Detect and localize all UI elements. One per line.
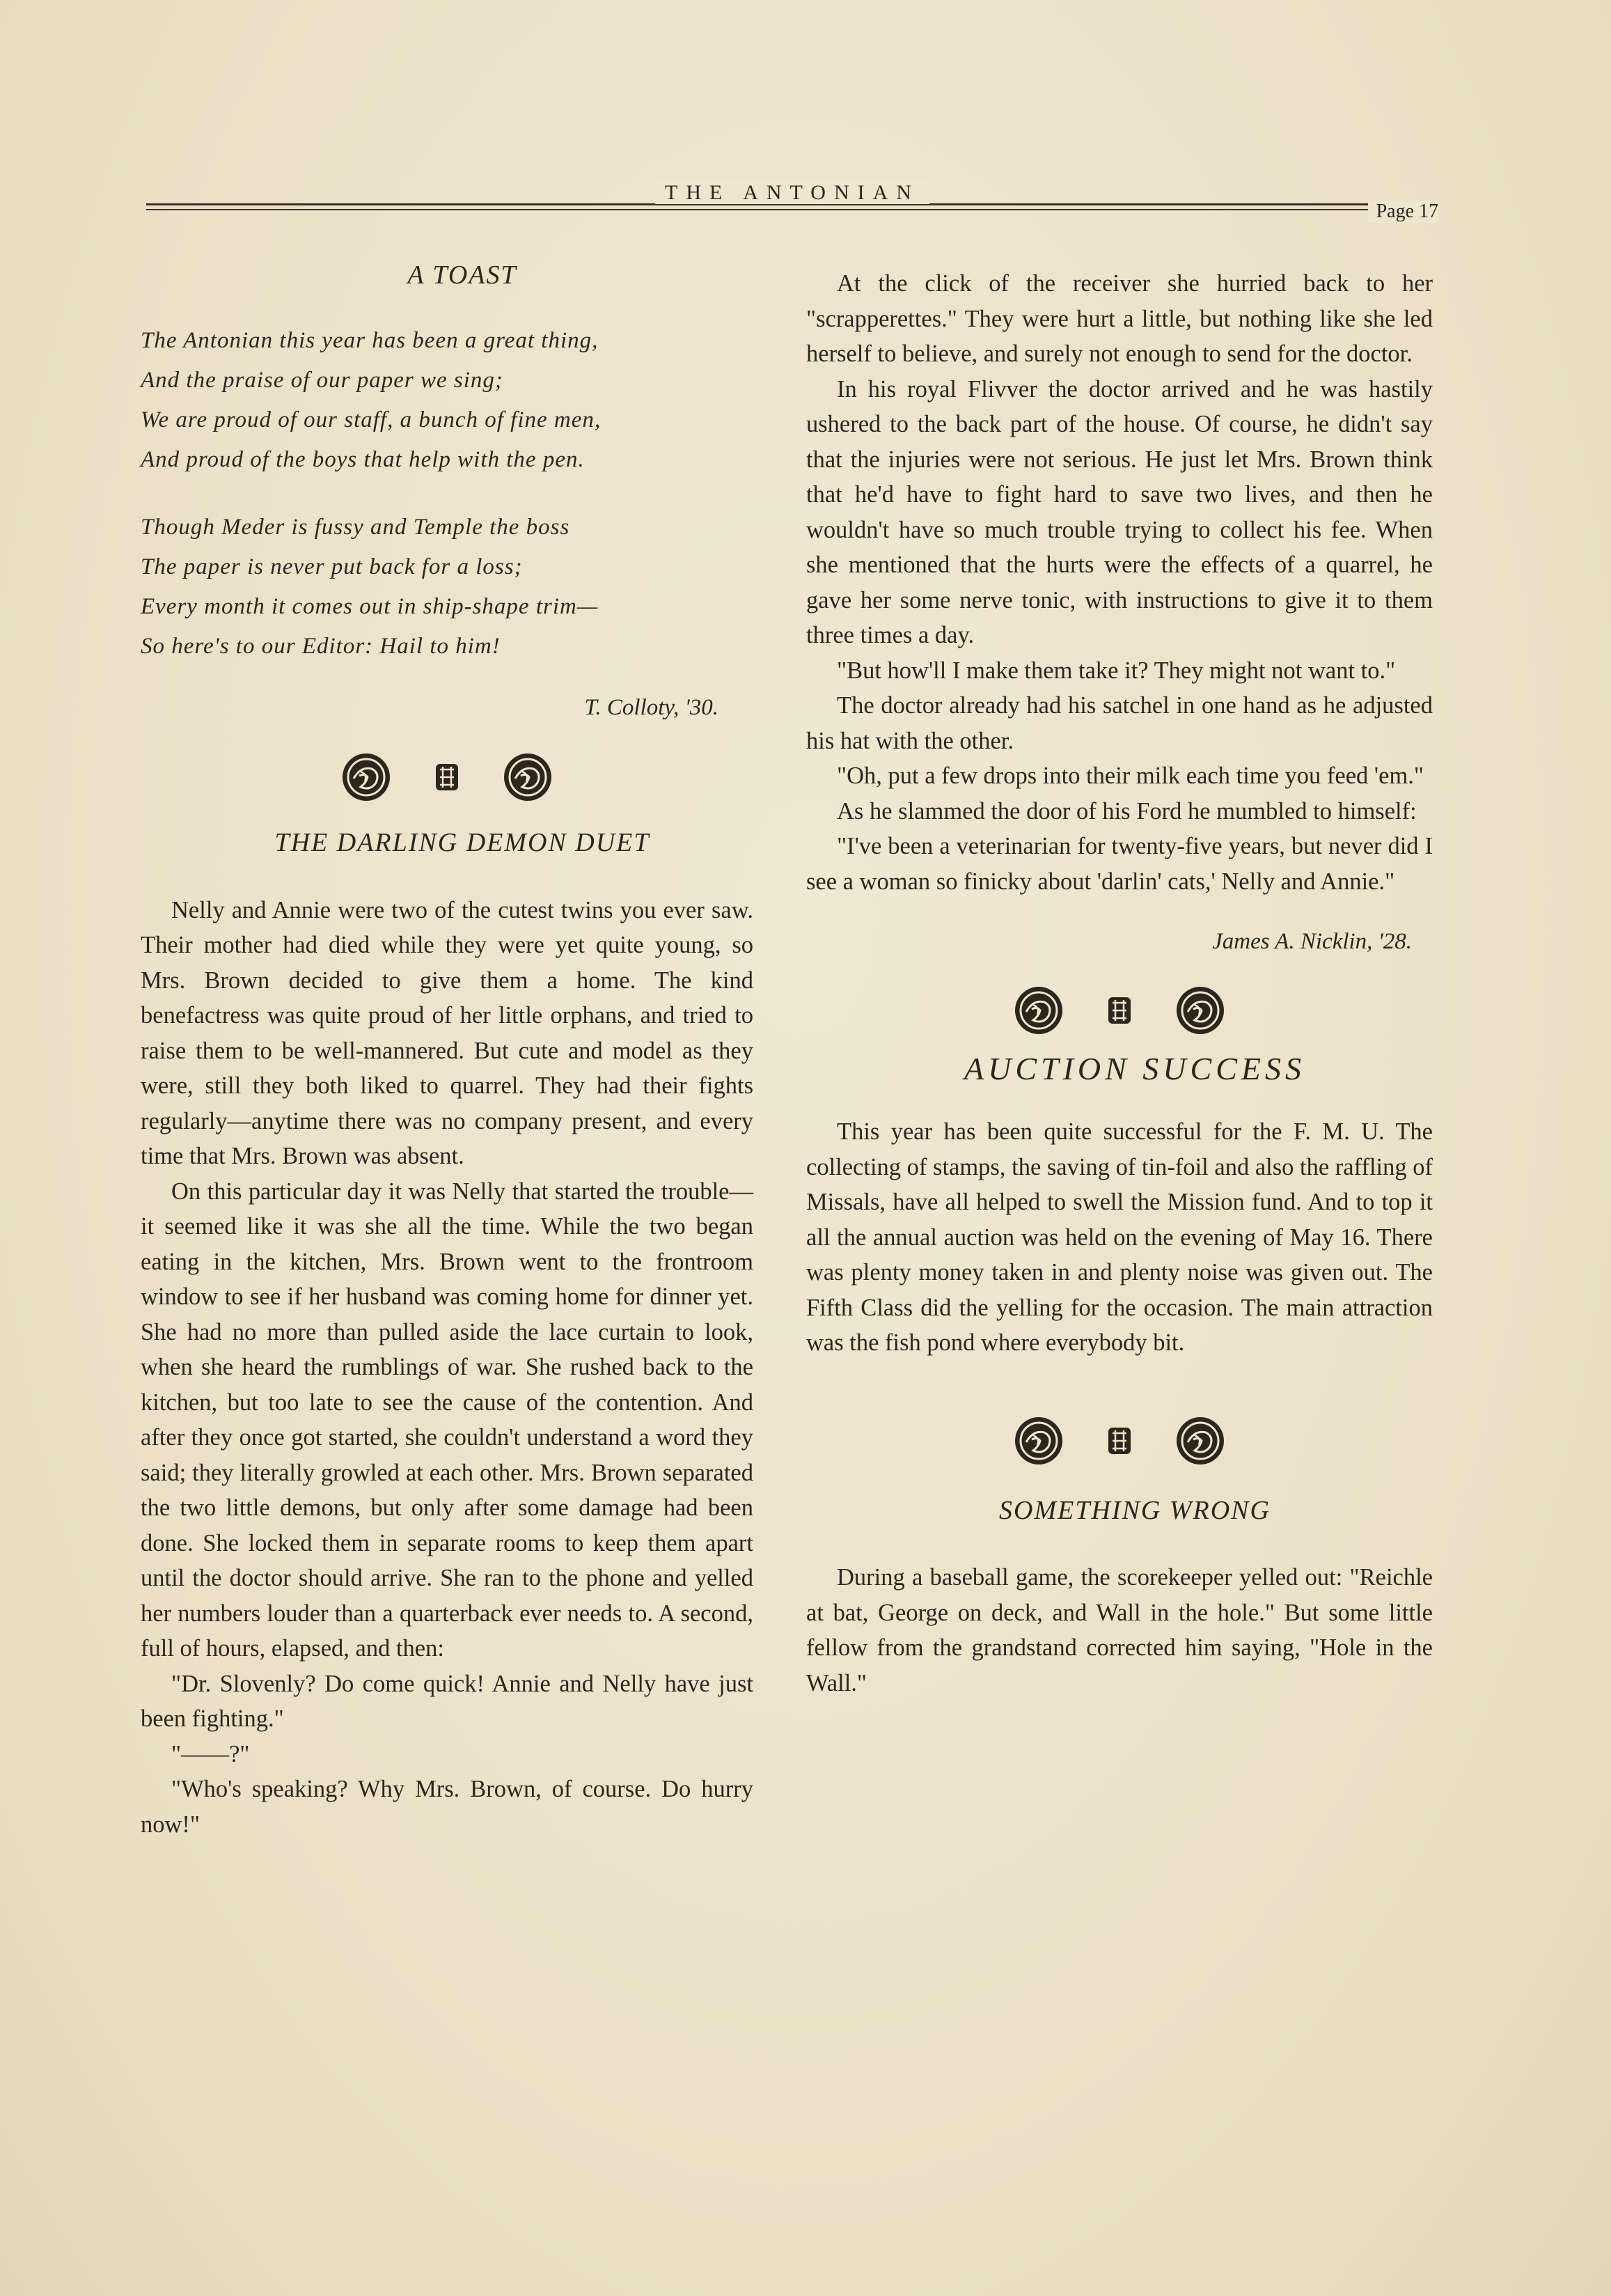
right-column [806,266,1433,1701]
poem-line: And the praise of our paper we sing; [141,367,503,393]
rose-icon [501,751,554,804]
toast-stanza-2 [141,508,753,666]
toast-stanza-1 [141,321,753,480]
poem-line: We are proud of our staff, a bunch of fine men, [141,407,602,432]
section-ornament [806,979,1433,1042]
wrong-title: SOMETHING WRONG [999,1495,1271,1525]
knot-icon [433,761,461,793]
duet-paragraph: "But how'll I make them take it? They might not want to." [837,657,1396,684]
auction-title: AUCTION SUCCESS [964,1050,1305,1086]
section-ornament [141,746,753,809]
poem-line: Though Meder is fussy and Temple the boss [141,514,570,540]
rose-icon [1012,984,1065,1037]
rose-icon [340,751,393,804]
duet-title: THE DARLING DEMON DUET [274,828,650,857]
section-ornament [806,1409,1433,1472]
duet-paragraph: "Who's speaking? Why Mrs. Brown, of course. Do hurry now!" [141,1776,753,1838]
duet-paragraph: "Dr. Slovenly? Do come quick! Annie and Nelly have just been fighting." [141,1670,753,1732]
duet-paragraph: "I've been a veterinarian for twenty-five years, but never did I see a woman so finicky about 'darlin' cats,' Nelly and Annie." [806,833,1433,895]
auction-paragraph: This year has been quite successful for the F. M. U. The collecting of stamps, the saving of tin-foil and also the raffling of Missals, have all helped to swell the Mission fund. And to top it all the annual auction was held on the evening of May 16. There was plenty money taken in and plenty noise was given out. The Fifth Class did the yelling for the occasion. The main attraction was the fish pond where everybody bit. [806,1118,1433,1356]
poem-line: Every month it comes out in ship-shape trim— [141,593,599,619]
duet-paragraph: The doctor already had his satchel in one hand as he adjusted his hat with the other. [806,692,1433,754]
duet-paragraph: At the click of the receiver she hurried back to her "scrapperettes." They were hurt a little, but nothing like she led herself to believe, and surely not enough to send for the doctor. [806,270,1433,367]
duet-paragraph: On this particular day it was Nelly that started the trouble—it seemed like it was she all the time. While the two began eating in the kitchen, Mrs. Brown went to the frontroom window to see if her husband was coming home for dinner yet. She had no more than pulled aside the lace curtain to look, when she heard the rumblings of war. She rushed back to the kitchen, but too late to see the cause of the contention. And after they once got started, she couldn't understand a word they said; they literally growled at each other. Mrs. Brown separated the two little demons, but only after some damage had been done. She locked them in separate rooms to keep them apart until the doctor should arrive. She ran to the phone and yelled her numbers louder than a quarterback ever needs to. A second, full of hours, elapsed, and then: [141,1178,753,1662]
duet-author: James A. Nicklin, '28. [1212,929,1412,954]
poem-line: So here's to our Editor: Hail to him! [141,633,501,659]
rose-icon [1012,1414,1065,1467]
poem-line: The paper is never put back for a loss; [141,554,523,579]
duet-paragraph: As he slammed the door of his Ford he mumbled to himself: [837,797,1417,825]
masthead [146,181,1438,228]
rose-icon [1174,984,1227,1037]
duet-paragraph: In his royal Flivver the doctor arrived and he was hastily ushered to the back part of the house. Of course, he didn't say that the injuries were not serious. He just let Mrs. Brown think that he'd have to fight hard to save two lives, and then he wouldn't have so much trouble trying to collect his fee. When she mentioned that the hurts were the effects of a quarrel, he gave her some nerve tonic, with instructions to give it to them three times a day. [806,375,1433,648]
wrong-paragraph: During a baseball game, the scorekeeper yelled out: "Reichle at bat, George on deck, and Wall in the hole." But some little fellow from the grandstand corrected him saying, "Hole in the Wall." [806,1564,1433,1696]
masthead-title: THE ANTONIAN [146,181,1438,205]
left-column [141,258,753,1842]
rose-icon [1174,1414,1227,1467]
poem-line: And proud of the boys that help with the pen. [141,446,585,472]
duet-paragraph: "——?" [171,1740,250,1767]
duet-paragraph: "Oh, put a few drops into their milk each time you feed 'em." [837,763,1424,789]
knot-icon [1106,1425,1133,1457]
page-number: Page 17 [1368,201,1438,223]
masthead-rule-thin [146,209,1438,210]
toast-title: A TOAST [407,260,517,290]
duet-paragraph: Nelly and Annie were two of the cutest twins you ever saw. Their mother had died while they were yet quite young, so Mrs. Brown decided to give them a home. The kind benefactress was quite proud of her little orphans, and tried to raise them to be well-mannered. But cute and model as they were, still they both liked to quarrel. They had their fights regularly—anytime there was no company present, and every time that Mrs. Brown was absent. [141,896,753,1169]
toast-author: T. Colloty, '30. [584,694,718,720]
knot-icon [1106,994,1133,1026]
poem-line: The Antonian this year has been a great thing, [141,327,599,353]
